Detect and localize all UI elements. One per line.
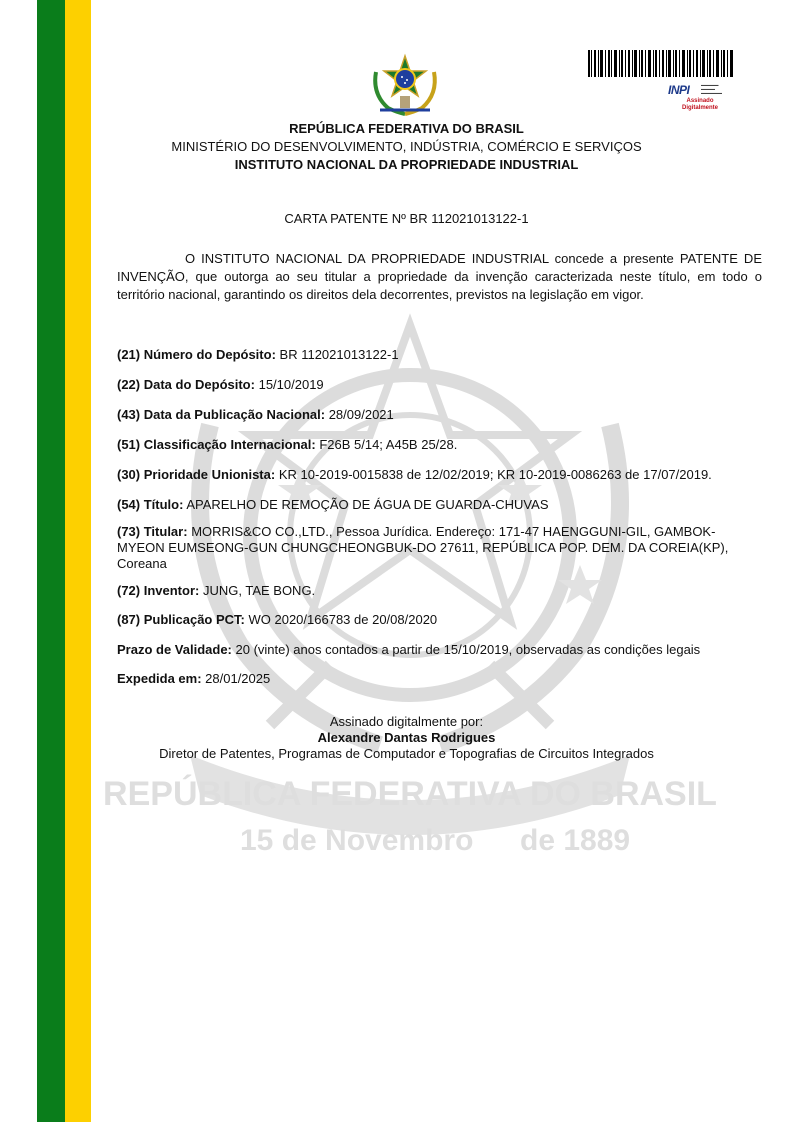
- inpi-logo-text: INPI: [668, 83, 690, 97]
- field-label: (22) Data do Depósito:: [117, 377, 255, 392]
- field-deposit-number: [117, 347, 762, 363]
- field-value: WO 2020/166783 de 20/08/2020: [248, 612, 438, 627]
- inpi-logo-icon: [668, 82, 738, 112]
- field-label: Prazo de Validade:: [117, 642, 232, 657]
- document-title: CARTA PATENTE Nº BR 112021013122-1: [284, 211, 529, 226]
- field-label: Expedida em:: [117, 671, 202, 686]
- field-holder: [117, 524, 762, 572]
- field-value: F26B 5/14; A45B 25/28.: [319, 437, 458, 452]
- field-value: MORRIS&CO CO.,LTD., Pessoa Jurídica. Endereço: 171-47 HAENGGUNI-GIL, GAMBOK-MYEON EUMSEONG-GUN CHUNGCHEONGBUK-DO 27611, REPÚBLICA POP. DEM. DA COREIA(KP), Coreana: [117, 524, 729, 571]
- field-label: (54) Título:: [117, 497, 184, 512]
- watermark-text-date-right: de 1889: [520, 824, 631, 857]
- field-priority: [117, 467, 762, 483]
- signer-role: Diretor de Patentes, Programas de Computador e Topografias de Circuitos Integrados: [159, 746, 654, 761]
- field-label: (87) Publicação PCT:: [117, 612, 245, 627]
- republic-heading: REPÚBLICA FEDERATIVA DO BRASIL: [289, 121, 524, 136]
- signature-intro: Assinado digitalmente por:: [329, 714, 484, 729]
- field-label: (30) Prioridade Unionista:: [117, 467, 276, 482]
- field-value: APARELHO DE REMOÇÃO DE ÁGUA DE GUARDA-CHUVAS: [186, 497, 549, 512]
- watermark-coat-of-arms-icon: [103, 285, 717, 875]
- field-label: (72) Inventor:: [117, 583, 200, 598]
- barcode-icon: [588, 50, 733, 77]
- field-classification: [117, 437, 762, 453]
- field-value: 28/01/2025: [205, 671, 271, 686]
- field-value: 20 (vinte) anos contados a partir de 15/10/2019, observadas as condições legais: [235, 642, 701, 657]
- field-value: JUNG, TAE BONG.: [202, 583, 316, 598]
- watermark-text-date-left: 15 de Novembro: [240, 824, 474, 857]
- signer-name: Alexandre Dantas Rodrigues: [317, 730, 496, 745]
- institute-heading: INSTITUTO NACIONAL DA PROPRIEDADE INDUSTRIAL: [234, 157, 579, 172]
- field-label: (51) Classificação Internacional:: [117, 437, 316, 452]
- field-issued: [117, 671, 762, 687]
- inpi-tiny-text: ▬▬▬▬▬ ▬▬▬▬ ▬▬▬▬▬▬: [701, 83, 722, 95]
- ministry-heading: MINISTÉRIO DO DESENVOLVIMENTO, INDÚSTRIA, COMÉRCIO E SERVIÇOS: [171, 139, 642, 154]
- yellow-side-stripe: [65, 0, 91, 1122]
- field-pct-publication: [117, 612, 762, 628]
- green-side-stripe: [37, 0, 65, 1122]
- field-label: (21) Número do Depósito:: [117, 347, 276, 362]
- field-value: 15/10/2019: [258, 377, 324, 392]
- field-value: KR 10-2019-0015838 de 12/02/2019; KR 10-2019-0086263 de 17/07/2019.: [278, 467, 712, 482]
- field-deposit-date: [117, 377, 762, 393]
- signed-line-1: Assinado: [686, 98, 714, 104]
- intro-paragraph: O INSTITUTO NACIONAL DA PROPRIEDADE INDUSTRIAL concede a presente PATENTE DE INVENÇÃO, que outorga ao seu titular a propriedade da invenção caracterizada neste título, em todo o território nacional, garantindo os direitos dela decorrentes, previstos na legislação em vigor.: [117, 251, 762, 302]
- field-publication-date: [117, 407, 762, 423]
- field-inventor: [117, 583, 762, 599]
- field-label: (73) Titular:: [117, 524, 188, 539]
- brazil-coat-of-arms-icon: [370, 54, 440, 116]
- field-title: [117, 497, 762, 513]
- signed-line-2: Digitalmente: [681, 104, 718, 111]
- field-label: (43) Data da Publicação Nacional:: [117, 407, 326, 422]
- field-validity: [117, 642, 762, 658]
- watermark-text-top: REPÚBLICA FEDERATIVA DO BRASIL: [103, 775, 717, 813]
- field-value: BR 112021013122-1: [279, 347, 399, 362]
- field-value: 28/09/2021: [328, 407, 394, 422]
- digitally-signed-stamp: [680, 98, 720, 111]
